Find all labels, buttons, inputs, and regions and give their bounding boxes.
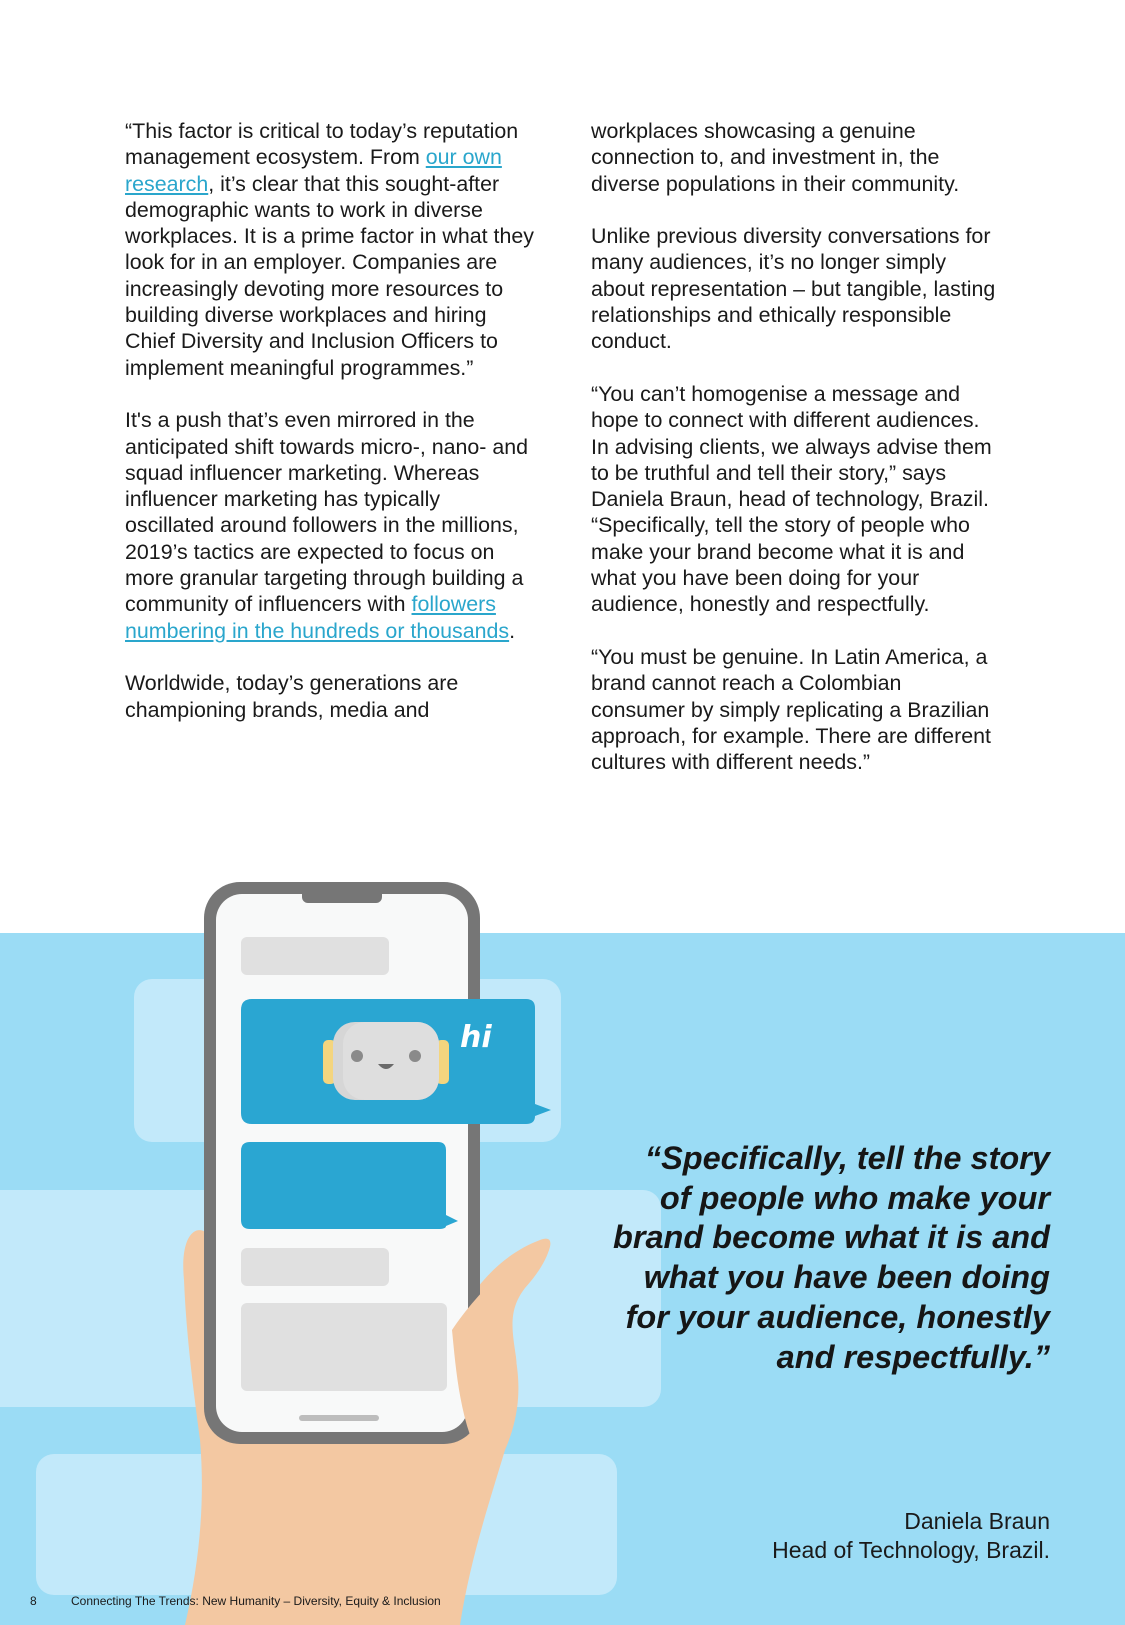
robot-eye-left xyxy=(351,1050,363,1062)
message-placeholder xyxy=(241,1248,389,1286)
paragraph: “You can’t homogenise a message and hope to connect with different audiences. In advising clients, we always advise them to be truthful and tell their story,” says Daniela Braun, head of technology, Brazil. “Specifically, tell the story of people who make your brand become what it is and what you have been doing for your audience, honestly and respectfully. xyxy=(591,381,992,617)
page-number: 8 xyxy=(30,1594,37,1608)
chat-bubble-text: hi xyxy=(460,1020,492,1055)
article-column-left xyxy=(125,118,535,749)
home-indicator xyxy=(299,1415,379,1421)
attribution-role: Head of Technology, Brazil. xyxy=(772,1537,1050,1563)
chat-bubble-blank xyxy=(241,1142,458,1229)
attribution-name: Daniela Braun xyxy=(904,1508,1050,1534)
robot-eye-right xyxy=(409,1050,421,1062)
message-placeholder xyxy=(241,1303,447,1391)
paragraph: workplaces showcasing a genuine connection to, and investment in, the diverse populations in their community. xyxy=(591,119,960,196)
phone-notch xyxy=(302,882,382,903)
footer-title: Connecting The Trends: New Humanity – Diversity, Equity & Inclusion xyxy=(71,1594,441,1608)
paragraph: Unlike previous diversity conversations for many audiences, it’s no longer simply about representation – but tangible, lasting relationships and ethically responsible conduct. xyxy=(591,224,996,354)
page-footer xyxy=(30,1594,441,1608)
phone-chat-illustration xyxy=(0,860,700,1625)
paragraph: Worldwide, today’s generations are championing brands, media and xyxy=(125,671,459,722)
message-placeholder xyxy=(241,937,389,975)
paragraph: “You must be genuine. In Latin America, a brand cannot reach a Colombian consumer by simply replicating a Brazilian approach, for example. There are different cultures with different needs.” xyxy=(591,644,991,775)
pull-quote: “Specifically, tell the story of people who make your brand become what it is and what you have been doing for your audience, honestly and respectfully.” xyxy=(612,1140,1050,1375)
quote-attribution xyxy=(772,1507,1050,1565)
followers-numbering-link[interactable]: followers numbering in the hundreds or thousands xyxy=(125,592,510,643)
paragraph: It's a push that’s even mirrored in the anticipated shift towards micro-, nano- and squad influencer marketing. Whereas influencer marketing has typically oscillated around followers in the millions, 2019’s tactics are expected to focus on more granular targeting through building a community of influencers with followers numbering in the hundreds or thousands. xyxy=(125,408,529,643)
paragraph: “This factor is critical to today’s reputation management ecosystem. From our own research, it’s clear that this sought-after demographic wants to work in diverse workplaces. It is a prime factor in what they look for in an employer. Companies are increasingly devoting more resources to building diverse workplaces and hiring Chief Diversity and Inclusion Officers to implement meaningful programmes.” xyxy=(125,119,534,380)
our-own-research-link[interactable]: our own research xyxy=(125,145,502,196)
article-column-right xyxy=(591,118,1001,802)
